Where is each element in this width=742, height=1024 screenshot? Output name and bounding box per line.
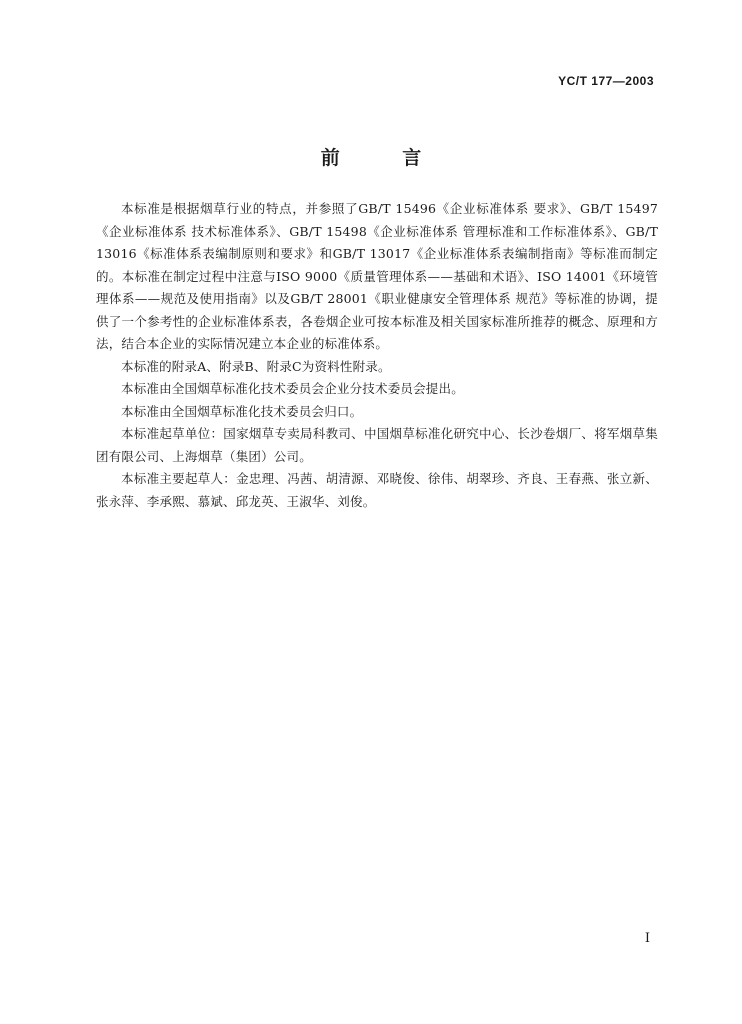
foreword-body: [96, 198, 658, 513]
page-number: I: [644, 931, 650, 946]
paragraph-drafters: 本标准主要起草人：金忠理、冯茜、胡清源、邓晓俊、徐伟、胡翠珍、齐良、王春燕、张立新、张永萍、李承熙、慕斌、邱龙英、王淑华、刘俊。: [96, 471, 658, 509]
page-title: 前 言: [320, 147, 450, 169]
document-code: YC/T 177—2003: [558, 74, 654, 88]
paragraph-appendix: 本标准的附录A、附录B、附录C为资料性附录。: [121, 358, 391, 374]
paragraph-centralized-by: 本标准由全国烟草标准化技术委员会归口。: [121, 403, 363, 419]
paragraph-proposed-by: 本标准由全国烟草标准化技术委员会企业分技术委员会提出。: [121, 381, 464, 396]
paragraph-drafting-units: 本标准起草单位：国家烟草专卖局科教司、中国烟草标准化研究中心、长沙卷烟厂、将军烟草集团有限公司、上海烟草（集团）公司。: [96, 426, 658, 464]
paragraph-intro: 本标准是根据烟草行业的特点，并参照了GB/T 15496《企业标准体系 要求》、GB/T 15497《企业标准体系 技术标准体系》、GB/T 15498《企业标准体系 管理标准和工作标准体系》、GB/T 13016《标准体系表编制原则和要求》和GB/T 13017《企业标准体系表编制指南》等标准而制定的。本标准在制定过程中注意与ISO 9000《质量管理体系——基础和术语》、ISO 14001《环境管理体系——规范及使用指南》以及GB/T 28001《职业健康安全管理体系 规范》等标准的协调，提供了一个参考性的企业标准体系表，各卷烟企业可按本标准及相关国家标准所推荐的概念、原理和方法，结合本企业的实际情况建立本企业的标准体系。: [96, 201, 658, 351]
